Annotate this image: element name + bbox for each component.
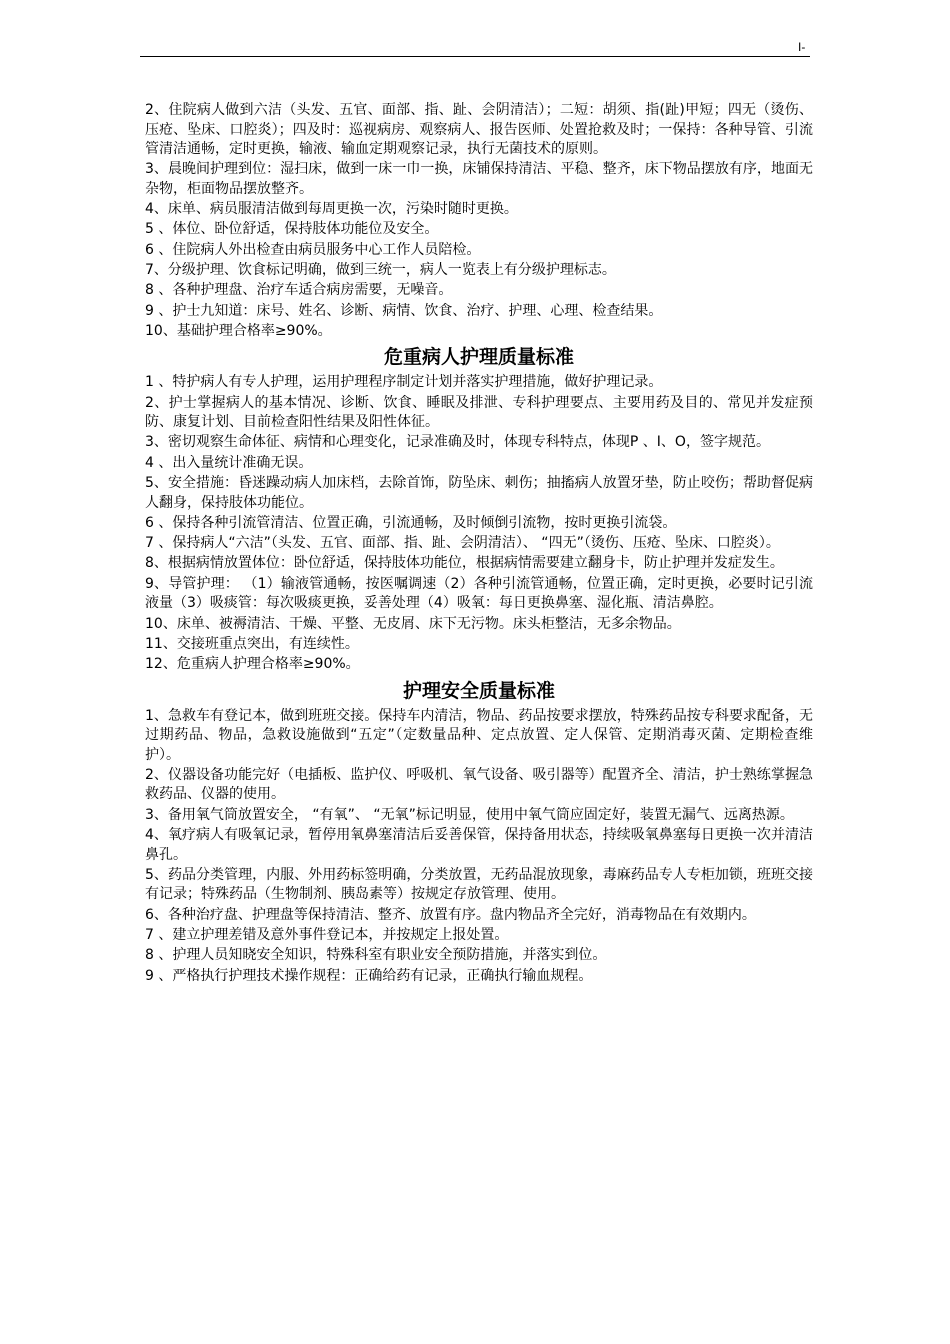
list-item: 7、分级护理、饮食标记明确，做到三统一，病人一览表上有分级护理标志。	[145, 261, 616, 278]
list-item: 8 、各种护理盘、治疗车适合病房需要，无噪音。	[145, 282, 453, 299]
list-item: 6、各种治疗盘、护理盘等保持清洁、整齐、放置有序。盘内物品齐全完好，消毒物品在有效期内。	[145, 906, 756, 923]
list-item: 11、交接班重点突出，有连续性。	[145, 635, 359, 652]
document-body	[145, 101, 813, 987]
list-item: 8 、护理人员知晓安全知识，特殊科室有职业安全预防措施，并落实到位。	[145, 947, 607, 964]
list-item: 6 、住院病人外出检查由病员服务中心工作人员陪检。	[145, 241, 481, 258]
list-item: 10、基础护理合格率≥90%。	[145, 322, 332, 339]
list-item: 4、床单、病员服清洁做到每周更换一次，污染时随时更换。	[145, 201, 518, 218]
list-item: 1、急救车有登记本，做到班班交接。保持车内清洁，物品、药品按要求摆放，特殊药品按专科要求配备，无过期药品、物品，急救设施做到“五定”（定数量品种、定点放置、定人保管、定期消毒灭菌、定期检查维护）。	[145, 707, 813, 763]
list-item: 9、导管护理： （1）输液管通畅，按医嘱调速（2）各种引流管通畅，位置正确，定时更换，必要时记引流液量（3）吸痰管：每次吸痰更换，妥善处理（4）吸氧：每日更换鼻塞、湿化瓶、清洁鼻腔。	[145, 575, 813, 612]
list-item: 3、密切观察生命体征、病情和心理变化，记录准确及时，体现专科特点，体现P 、I、O，签字规范。	[145, 434, 770, 451]
list-item: 2、仪器设备功能完好（电插板、监护仪、呼吸机、氧气设备、吸引器等）配置齐全、清洁，护士熟练掌握急救药品、仪器的使用。	[145, 766, 813, 803]
critical-care-section	[145, 344, 813, 674]
page-number-mark: I-	[798, 40, 806, 54]
list-item: 2、住院病人做到六洁（头发、五官、面部、指、趾、会阴清洁）；二短：胡须、指(趾)甲短；四无（烫伤、压疮、坠床、口腔炎）；四及时：巡视病房、观察病人、报告医师、处置抢救及时；一保持：各种导管、引流管清洁通畅，定时更换，输液、输血定期观察记录，执行无菌技术的原则。	[145, 102, 813, 157]
header-rule	[140, 56, 810, 57]
section-title: 护理安全质量标准	[402, 679, 555, 702]
list-item: 6 、保持各种引流管清洁、位置正确，引流通畅，及时倾倒引流物，按时更换引流袋。	[145, 514, 677, 531]
list-item: 7 、保持病人“六洁”（头发、五官、面部、指、趾、会阴清洁）、 “四无”（烫伤、压疮、坠床、口腔炎）。	[145, 535, 780, 552]
list-item: 3、备用氧气筒放置安全， “有氧”、 “无氧”标记明显，使用中氧气筒应固定好，装置无漏气、远离热源。	[145, 806, 794, 823]
list-item: 5 、体位、卧位舒适，保持肢体功能位及安全。	[145, 221, 439, 238]
list-item: 9 、护士九知道：床号、姓名、诊断、病情、饮食、治疗、护理、心理、检查结果。	[145, 302, 663, 319]
list-item: 12、危重病人护理合格率≥90%。	[145, 656, 360, 673]
list-item: 10、床单、被褥清洁、干燥、平整、无皮屑、床下无污物。床头柜整洁，无多余物品。	[145, 615, 681, 632]
list-item: 5、安全措施：昏迷躁动病人加床档，去除首饰，防坠床、刺伤；抽搐病人放置牙垫，防止咬伤；帮助督促病人翻身，保持肢体功能位。	[145, 475, 813, 511]
list-item: 9 、严格执行护理技术操作规程：正确给药有记录，正确执行输血规程。	[145, 967, 593, 984]
list-item: 3、晨晚间护理到位：湿扫床，做到一床一巾一换，床铺保持清洁、平稳、整齐，床下物品摆放有序，地面无杂物，柜面物品摆放整齐。	[145, 161, 813, 197]
list-item: 5、药品分类管理，内服、外用药标签明确，分类放置，无药品混放现象，毒麻药品专人专柜加锁，班班交接有记录；特殊药品（生物制剂、胰岛素等）按规定存放管理、使用。	[145, 866, 813, 903]
basic-care-section	[145, 101, 813, 341]
list-item: 1 、特护病人有专人护理，运用护理程序制定计划并落实护理措施，做好护理记录。	[145, 374, 663, 391]
list-item: 4、氧疗病人有吸氧记录，暂停用氧鼻塞清洁后妥善保管，保持备用状态，持续吸氧鼻塞每日更换一次并清洁鼻孔。	[145, 827, 813, 863]
list-item: 7 、建立护理差错及意外事件登记本，并按规定上报处置。	[145, 926, 509, 943]
list-item: 4 、出入量统计准确无误。	[145, 454, 313, 471]
section-title: 危重病人护理质量标准	[383, 346, 574, 369]
safety-section	[145, 678, 813, 986]
list-item: 8、根据病情放置体位：卧位舒适，保持肢体功能位，根据病情需要建立翻身卡，防止护理并发症发生。	[145, 555, 784, 572]
list-item: 2、护士掌握病人的基本情况、诊断、饮食、睡眠及排泄、专科护理要点、主要用药及目的、常见并发症预防、康复计划、目前检查阳性结果及阳性体征。	[145, 394, 813, 431]
